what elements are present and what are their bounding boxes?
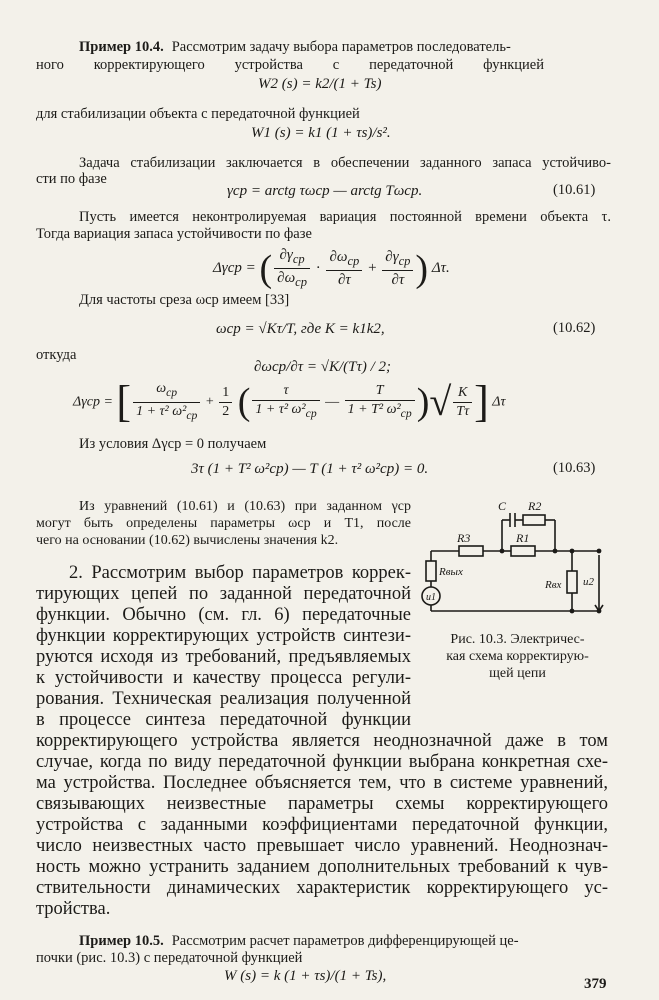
page-number: 379 (584, 976, 607, 992)
text-line: Для частоты среза ωcp имеем [33] (79, 292, 290, 308)
equation-number: (10.61) (553, 182, 596, 198)
equation: W1 (s) = k1 (1 + τs)/s². (251, 125, 391, 141)
text-line: ного корректирующего устройства с передаточной функцией (36, 57, 544, 73)
equation: W (s) = k (1 + τs)/(1 + Ts), (224, 968, 387, 984)
equation-partials: Δγcp = ( $\frac{\partial\gamma_{cp}}{\partial\omega_{cp}}$ · $\frac{\partial\omega_{cp}}{\partial\tau}$ + $\frac{\partial\gamma_{cp}}{\partial\tau}$ ) Δτ. (213, 247, 450, 290)
equation-number: (10.62) (553, 320, 596, 336)
text-line: функции. Обычно (см. гл. 6) передаточные (36, 605, 411, 625)
text-line: для стабилизации объекта с передаточной функцией (36, 106, 360, 122)
text-line: руются исходя из требований, предъявляемых (36, 647, 411, 667)
circuit-diagram (415, 493, 620, 618)
text-line: Задача стабилизации заключается в обеспечении заданного запаса устойчиво- (79, 155, 611, 171)
text-line: ма устройства. Последнее объясняется тем, что в системе уравнений, (36, 773, 608, 793)
text-line: Из условия Δγcp = 0 получаем (79, 436, 267, 452)
equation: ωcp = √Kτ/T, где K = k1k2, (216, 321, 385, 337)
text-line: Рассмотрим расчет параметров дифференцирующей це- (171, 933, 519, 949)
text-line: Рассмотрим задачу выбора параметров последователь- (171, 39, 511, 55)
text-line: тирующих цепей по заданной передаточной (36, 584, 411, 604)
text-line: устройства с заданными коэффициентами передаточной функции, (36, 815, 608, 835)
text-line: Тогда вариация запаса устойчивости по фазе (36, 226, 312, 242)
label-r3: R3 (457, 531, 471, 545)
example-heading: Пример 10.4. (79, 39, 164, 55)
text-line: функции корректирующих устройств синтези- (36, 626, 411, 646)
text-line: Из уравнений (10.61) и (10.63) при заданном γcp (79, 499, 411, 514)
text-line: почки (рис. 10.3) с передаточной функцией (36, 950, 303, 966)
text-line: ность можно устранить заданием дополнительных требований к чув- (36, 857, 608, 877)
text-line: корректирующего устройства является неоднозначной даже в том (36, 731, 608, 751)
label-c: C (498, 499, 507, 513)
label-r-in: Rвх (545, 579, 562, 591)
text-line: связывающих неизвестные параметры схемы корректирующего (36, 794, 608, 814)
text-line: Пусть имеется неконтролируемая вариация постоянной времени объекта τ. (79, 209, 611, 225)
label-r2: R2 (528, 499, 542, 513)
text-line: случае, когда по виду передаточной функции выбрана конкретная схе- (36, 752, 608, 772)
label-u1: u1 (426, 592, 436, 603)
text-line: ствительности динамических характеристик корректирующего ус- (36, 878, 608, 898)
label-r-out: Rвых (439, 566, 463, 578)
example-heading: Пример 10.5. (79, 933, 164, 949)
text-line: тройства. (36, 899, 111, 919)
text-line: число неизвестных часто превышает число уравнений. Неоднознач- (36, 836, 608, 856)
figure-caption: Рис. 10.3. Электричес- кая схема корректирую- щей цепи (446, 632, 589, 681)
label-r1: R1 (516, 531, 530, 545)
equation: W2 (s) = k2/(1 + Ts) (258, 76, 382, 92)
equation-long: Δγcp = [ $\frac{\omega_{cp}}{1 + \tau^2 \omega^2_{cp}}$ + $\frac{1}{2}$ ( $\frac{\tau}{1 + \tau^2 \omega^2_{cp}}$ — $\frac{T}{1 + T^2 \omega^2_{cp}}$ )√ $\frac{K}{T\tau}$ ] Δτ (73, 377, 506, 427)
text-line: чего на основании (10.62) вычислены значения k2. (36, 533, 339, 548)
text-line: могут быть определены параметры ωcp и T1, после (36, 516, 411, 531)
equation: 3τ (1 + T² ω²cp) — T (1 + τ² ω²cp) = 0. (191, 461, 429, 477)
label-u2: u2 (583, 576, 594, 588)
text-line: сти по фазе (36, 171, 107, 187)
text-line: 2. Рассмотрим выбор параметров коррек- (69, 563, 411, 583)
text-line: рования. Техническая реализация полученной (36, 689, 411, 709)
text-line: в процессе синтеза передаточной функции (36, 710, 411, 730)
equation: γcp = arctg τωcp — arctg Tωcp. (227, 183, 423, 199)
text-line: к устойчивости и качеству процесса регули- (36, 668, 411, 688)
text-line: откуда (36, 347, 77, 363)
equation: ∂ωcp/∂τ = √K/(Tτ) / 2; (254, 359, 391, 375)
equation-number: (10.63) (553, 460, 596, 476)
